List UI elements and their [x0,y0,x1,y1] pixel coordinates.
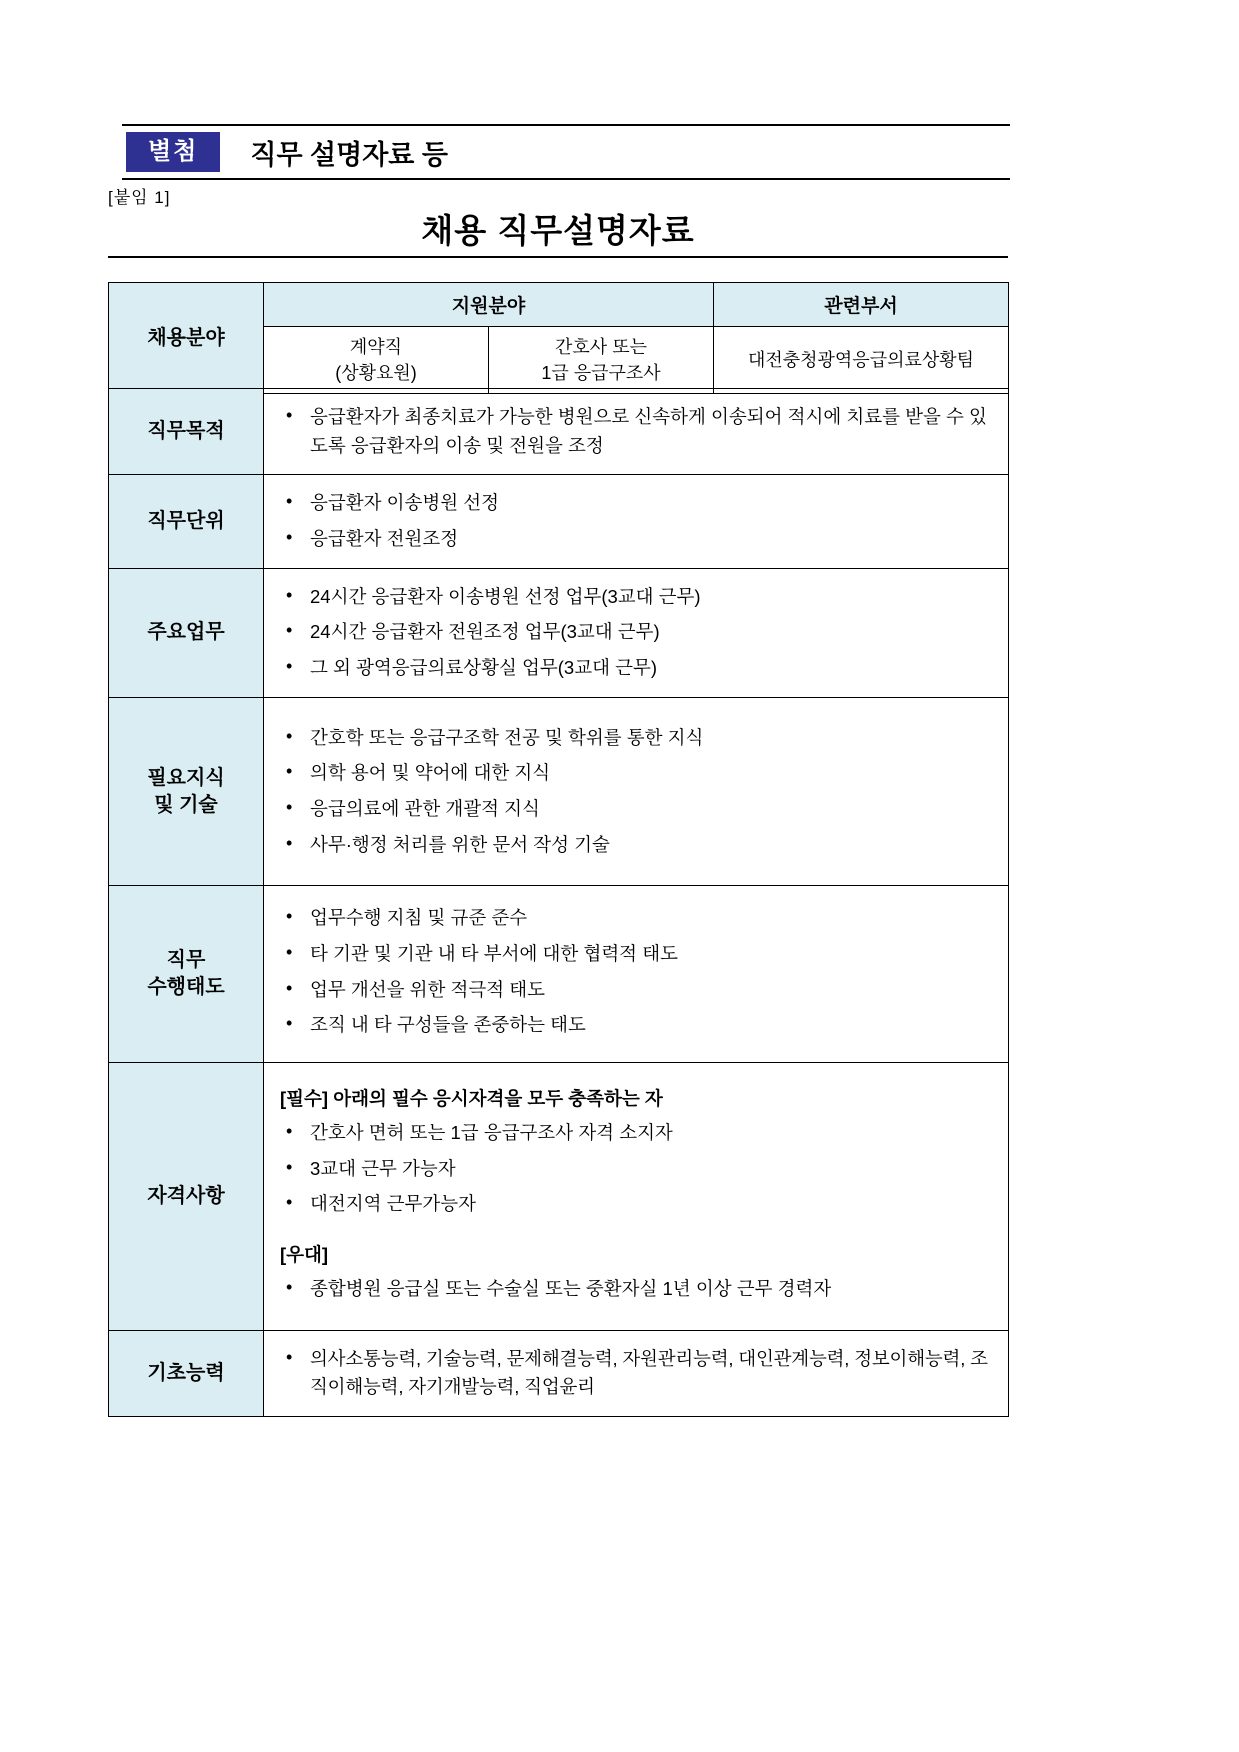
employment-type-line2: (상황요원) [335,363,417,384]
list-item: • 응급환자 이송병원 선정 [280,489,990,518]
qualification-preferred-heading: [우대] [280,1244,329,1266]
content-basic-ability [264,1330,1009,1416]
employment-type-line1: 계약직 [349,337,403,357]
label-required-knowledge [109,697,264,886]
list-item: • 타 기관 및 기관 내 타 부서에 대한 협력적 태도 [280,940,990,969]
list-basic-ability [280,1345,990,1402]
list-job-purpose [280,403,990,460]
attachment-number-label: [붙임 1] [108,188,171,207]
label-main-duties: 주요업무 [109,568,264,697]
attachment-header [122,124,1010,180]
label-qualification: 자격사항 [109,1063,264,1331]
list-item: • 24시간 응급환자 이송병원 선정 업무(3교대 근무) [280,583,990,612]
table-row [109,475,1009,568]
list-item: • 3교대 근무 가능자 [280,1155,990,1184]
table-row [109,568,1009,697]
table-row [109,886,1009,1063]
table-row [109,1063,1009,1331]
cell-license [489,327,714,394]
list-item: • 업무수행 지침 및 규준 준수 [280,904,990,933]
content-required-knowledge [264,697,1009,886]
cell-employment-type [264,327,489,394]
table-row [109,697,1009,886]
list-item: • 대전지역 근무가능자 [280,1190,990,1219]
list-item: • 종합병원 응급실 또는 수술실 또는 중환자실 1년 이상 근무 경력자 [280,1275,990,1304]
list-item: • 의학 용어 및 약어에 대한 지식 [280,759,990,788]
qualification-required-heading: [필수] 아래의 필수 응시자격을 모두 충족하는 자 [280,1088,663,1110]
license-line2: 1급 응급구조사 [541,363,661,384]
content-qualification [264,1063,1009,1331]
list-item: • 간호사 면허 또는 1급 응급구조사 자격 소지자 [280,1119,990,1148]
attachment-badge-title: 직무 설명자료 등 [250,139,448,170]
cell-department: 대전충청광역응급의료상황팀 [714,327,1009,394]
list-work-attitude [280,904,990,1040]
list-job-unit [280,489,990,553]
list-qualification-preferred [280,1275,990,1304]
list-item: • 그 외 광역응급의료상황실 업무(3교대 근무) [280,654,990,683]
recruitment-summary-table [108,282,1009,394]
table-row [109,1330,1009,1416]
list-item: • 간호학 또는 응급구조학 전공 및 학위를 통한 지식 [280,724,990,753]
label-basic-ability: 기초능력 [109,1330,264,1416]
list-item: • 의사소통능력, 기술능력, 문제해결능력, 자원관리능력, 대인관계능력, 정보이해능력, 조직이해능력, 자기개발능력, 직업윤리 [280,1345,990,1402]
job-description-table [108,388,1009,1417]
page-title: 채용 직무설명자료 [421,212,695,249]
attachment-title-row [122,124,1010,180]
label-line1: 직무 [166,949,206,972]
list-required-knowledge [280,724,990,860]
list-item: • 24시간 응급환자 전원조정 업무(3교대 근무) [280,618,990,647]
table-row [109,389,1009,475]
list-item: • 응급환자 전원조정 [280,525,990,554]
label-recruitment-field: 채용분야 [109,283,264,394]
label-line1: 필요지식 [147,766,225,789]
header-related-dept: 관련부서 [714,283,1009,327]
label-work-attitude [109,886,264,1063]
label-line2: 수행태도 [147,976,225,999]
content-job-unit [264,475,1009,568]
label-line2: 및 기술 [154,793,218,816]
document-title-container [108,205,1008,258]
content-job-purpose [264,389,1009,475]
label-job-unit: 직무단위 [109,475,264,568]
content-main-duties [264,568,1009,697]
label-job-purpose: 직무목적 [109,389,264,475]
table-row [109,283,1009,327]
list-item: • 응급환자가 최종치료가 가능한 병원으로 신속하게 이송되어 적시에 치료를 받을 수 있도록 응급환자의 이송 및 전원을 조정 [280,403,990,460]
license-line1: 간호사 또는 [555,337,647,357]
header-applicant-area: 지원분야 [264,283,714,327]
list-item: • 업무 개선을 위한 적극적 태도 [280,976,990,1005]
list-item: • 응급의료에 관한 개괄적 지식 [280,795,990,824]
list-qualification-required [280,1119,990,1219]
content-work-attitude [264,886,1009,1063]
list-item: • 사무·행정 처리를 위한 문서 작성 기술 [280,831,990,860]
list-item: • 조직 내 타 구성들을 존중하는 태도 [280,1011,990,1040]
attachment-badge: 별첨 [126,132,220,171]
list-main-duties [280,583,990,683]
